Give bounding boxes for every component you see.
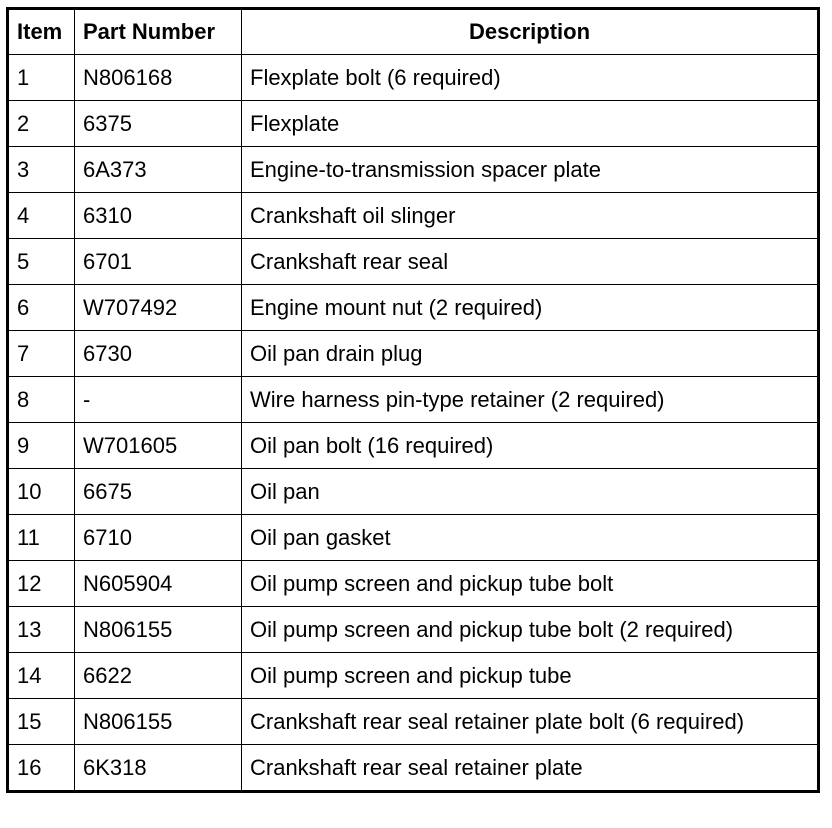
table-row: [8, 515, 819, 561]
description-cell: Oil pan gasket: [242, 515, 819, 561]
item-cell: 11: [8, 515, 75, 561]
part-number-cell: -: [75, 377, 242, 423]
description-cell: Oil pan bolt (16 required): [242, 423, 819, 469]
parts-table-container: [6, 7, 820, 793]
item-cell: 12: [8, 561, 75, 607]
table-row: [8, 607, 819, 653]
table-row: [8, 423, 819, 469]
part-number-cell: 6622: [75, 653, 242, 699]
item-cell: 15: [8, 699, 75, 745]
description-cell: Crankshaft oil slinger: [242, 193, 819, 239]
table-row: [8, 239, 819, 285]
item-cell: 10: [8, 469, 75, 515]
item-cell: 13: [8, 607, 75, 653]
table-row: [8, 147, 819, 193]
item-cell: 8: [8, 377, 75, 423]
table-body: [8, 55, 819, 792]
table-row: [8, 653, 819, 699]
header-description: Description: [242, 9, 819, 55]
description-cell: Crankshaft rear seal retainer plate: [242, 745, 819, 792]
part-number-cell: N605904: [75, 561, 242, 607]
item-cell: 3: [8, 147, 75, 193]
part-number-cell: N806168: [75, 55, 242, 101]
description-cell: Crankshaft rear seal retainer plate bolt (6 required): [242, 699, 819, 745]
part-number-cell: 6710: [75, 515, 242, 561]
table-row: [8, 699, 819, 745]
table-row: [8, 331, 819, 377]
item-cell: 16: [8, 745, 75, 792]
table-row: [8, 745, 819, 792]
table-row: [8, 193, 819, 239]
description-cell: Oil pump screen and pickup tube bolt: [242, 561, 819, 607]
description-cell: Oil pump screen and pickup tube: [242, 653, 819, 699]
table-row: [8, 377, 819, 423]
item-cell: 1: [8, 55, 75, 101]
item-cell: 9: [8, 423, 75, 469]
item-cell: 2: [8, 101, 75, 147]
part-number-cell: 6701: [75, 239, 242, 285]
header-item: Item: [8, 9, 75, 55]
part-number-cell: 6K318: [75, 745, 242, 792]
header-part-number: Part Number: [75, 9, 242, 55]
item-cell: 6: [8, 285, 75, 331]
header-row: [8, 9, 819, 55]
part-number-cell: 6310: [75, 193, 242, 239]
part-number-cell: 6730: [75, 331, 242, 377]
item-cell: 4: [8, 193, 75, 239]
part-number-cell: W707492: [75, 285, 242, 331]
table-row: [8, 469, 819, 515]
part-number-cell: N806155: [75, 607, 242, 653]
part-number-cell: W701605: [75, 423, 242, 469]
description-cell: Oil pan: [242, 469, 819, 515]
item-cell: 5: [8, 239, 75, 285]
parts-table: [6, 7, 820, 793]
description-cell: Flexplate bolt (6 required): [242, 55, 819, 101]
description-cell: Oil pan drain plug: [242, 331, 819, 377]
table-row: [8, 561, 819, 607]
part-number-cell: 6675: [75, 469, 242, 515]
table-row: [8, 55, 819, 101]
item-cell: 7: [8, 331, 75, 377]
part-number-cell: N806155: [75, 699, 242, 745]
part-number-cell: 6375: [75, 101, 242, 147]
description-cell: Crankshaft rear seal: [242, 239, 819, 285]
table-row: [8, 101, 819, 147]
description-cell: Flexplate: [242, 101, 819, 147]
description-cell: Wire harness pin-type retainer (2 required): [242, 377, 819, 423]
part-number-cell: 6A373: [75, 147, 242, 193]
item-cell: 14: [8, 653, 75, 699]
description-cell: Oil pump screen and pickup tube bolt (2 required): [242, 607, 819, 653]
description-cell: Engine mount nut (2 required): [242, 285, 819, 331]
table-header: [8, 9, 819, 55]
description-cell: Engine-to-transmission spacer plate: [242, 147, 819, 193]
table-row: [8, 285, 819, 331]
